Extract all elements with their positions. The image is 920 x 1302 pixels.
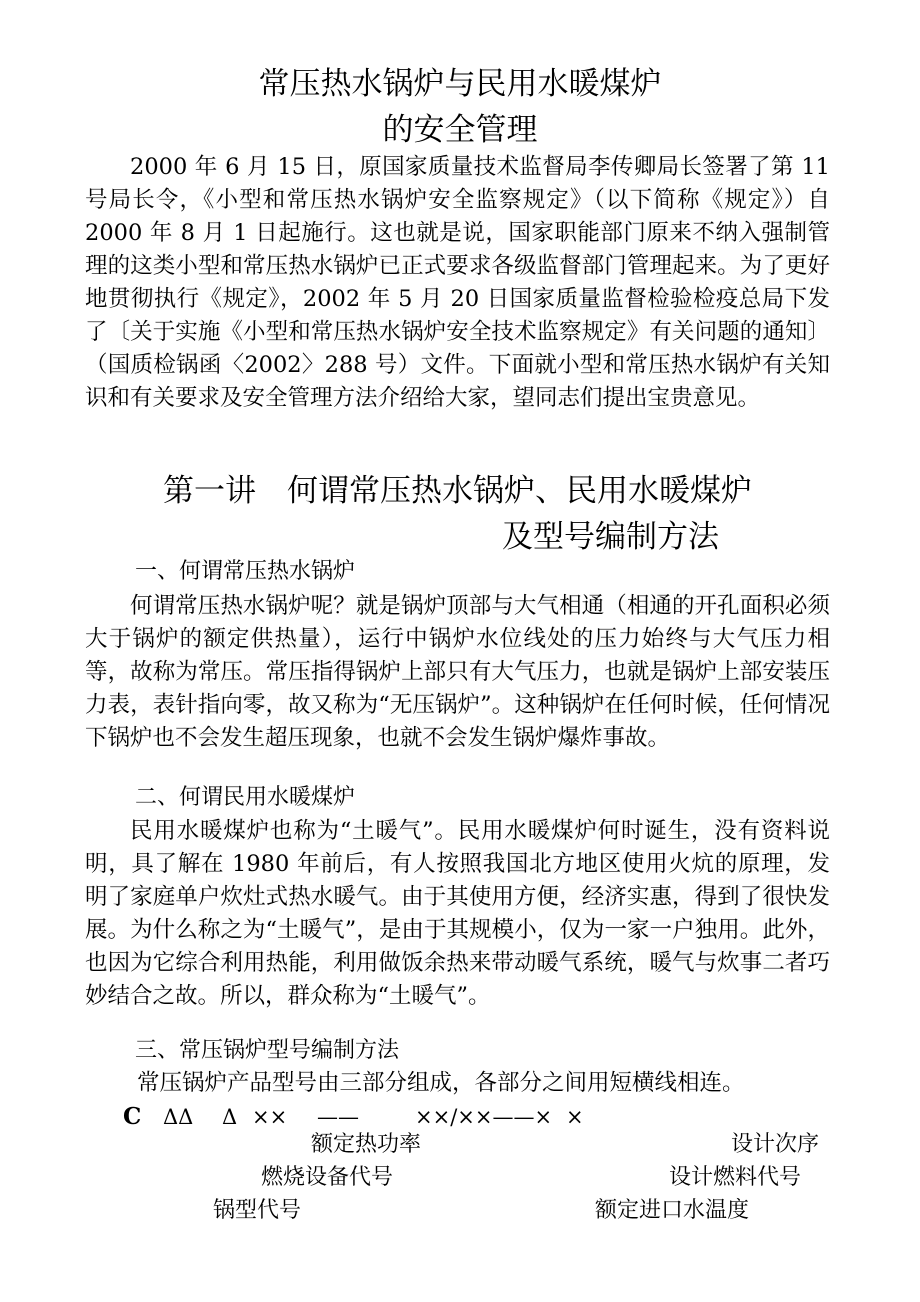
- section-body-1: 何谓常压热水锅炉呢？就是锅炉顶部与大气相通（相通的开孔面积必须大于锅炉的额定供热量），运行中锅炉水位线处的压力始终与大气压力相等，故称为常压。常压指得锅炉上部只有大气压力，也就是锅炉上部安装压力表，表针指向零，故又称为“无压锅炉”。这种锅炉在任何时候，任何情况下锅炉也不会发生超压现象，也就不会发生锅炉爆炸事故。: [85, 593, 830, 751]
- label-inlet-water-temp: 额定进口水温度: [595, 1198, 750, 1223]
- section-heading-1: 一、何谓常压热水锅炉: [135, 559, 356, 584]
- model-code-ratio: ××/××——×: [415, 1105, 553, 1129]
- label-fuel-code: 设计燃料代号: [669, 1165, 802, 1190]
- section-heading-2: 二、何谓民用水暖煤炉: [135, 785, 356, 810]
- intro-paragraph: 2000 年 6 月 15 日，原国家质量技术监督局李传卿局长签署了第 11 号局长令，《小型和常压热水锅炉安全监察规定》（以下简称《规定》）自 2000 年 8 月 1 日起施行。这也就是说，国家职能部门原来不纳入强制管理的这类小型和常压热水锅炉已正式要求各级监督部门管理起来。为了更好地贯彻执行《规定》，2002 年 5 月 20 日国家质量监督检验检疫总局下发了〔关于实施《小型和常压热水锅炉安全技术监察规定》有关问题的通知〕（国质检锅函〈2002〉288 号）文件。下面就小型和常压热水锅炉有关知识和有关要求及安全管理方法介绍给大家，望同志们提出宝贵意见。: [85, 154, 830, 411]
- document-title-line-1: 常压热水锅炉与民用水暖煤炉: [258, 66, 662, 102]
- model-code-xx: ××: [252, 1105, 288, 1129]
- label-combustion-code: 燃烧设备代号: [261, 1165, 394, 1190]
- section-body-2: 民用水暖煤炉也称为“土暖气”。民用水暖煤炉何时诞生，没有资料说明，具了解在 1980 年前后，有人按照我国北方地区使用火炕的原理，发明了家庭单户炊灶式热水暖气。由于其使用方便，经济实惠，得到了很快发展。为什么称之为“土暖气”，是由于其规模小，仅为一家一户独用。此外，也因为它综合利用热能，利用做饭余热来带动暖气系统，暖气与炊事二者巧妙结合之故。所以，群众称为“土暖气”。: [85, 818, 830, 1009]
- model-code-x-last: ×: [566, 1105, 584, 1129]
- section-body-3: 常压锅炉产品型号由三部分组成，各部分之间用短横线相连。: [137, 1070, 745, 1096]
- label-rated-power: 额定热功率: [311, 1132, 422, 1157]
- document-title-line-2: 的安全管理: [382, 112, 538, 148]
- model-code-c: C: [123, 1103, 142, 1130]
- model-code-delta-pair: ΔΔ: [163, 1105, 194, 1129]
- lecture-heading-line-1: 第一讲 何谓常压热水锅炉、民用水暖煤炉: [163, 473, 752, 509]
- model-code-delta: Δ: [222, 1105, 238, 1129]
- label-design-sequence: 设计次序: [731, 1132, 820, 1157]
- section-heading-3: 三、常压锅炉型号编制方法: [135, 1038, 400, 1063]
- model-code-dash: ——: [317, 1105, 359, 1129]
- lecture-heading-line-2: 及型号编制方法: [502, 519, 719, 555]
- label-boiler-type-code: 锅型代号: [213, 1198, 302, 1223]
